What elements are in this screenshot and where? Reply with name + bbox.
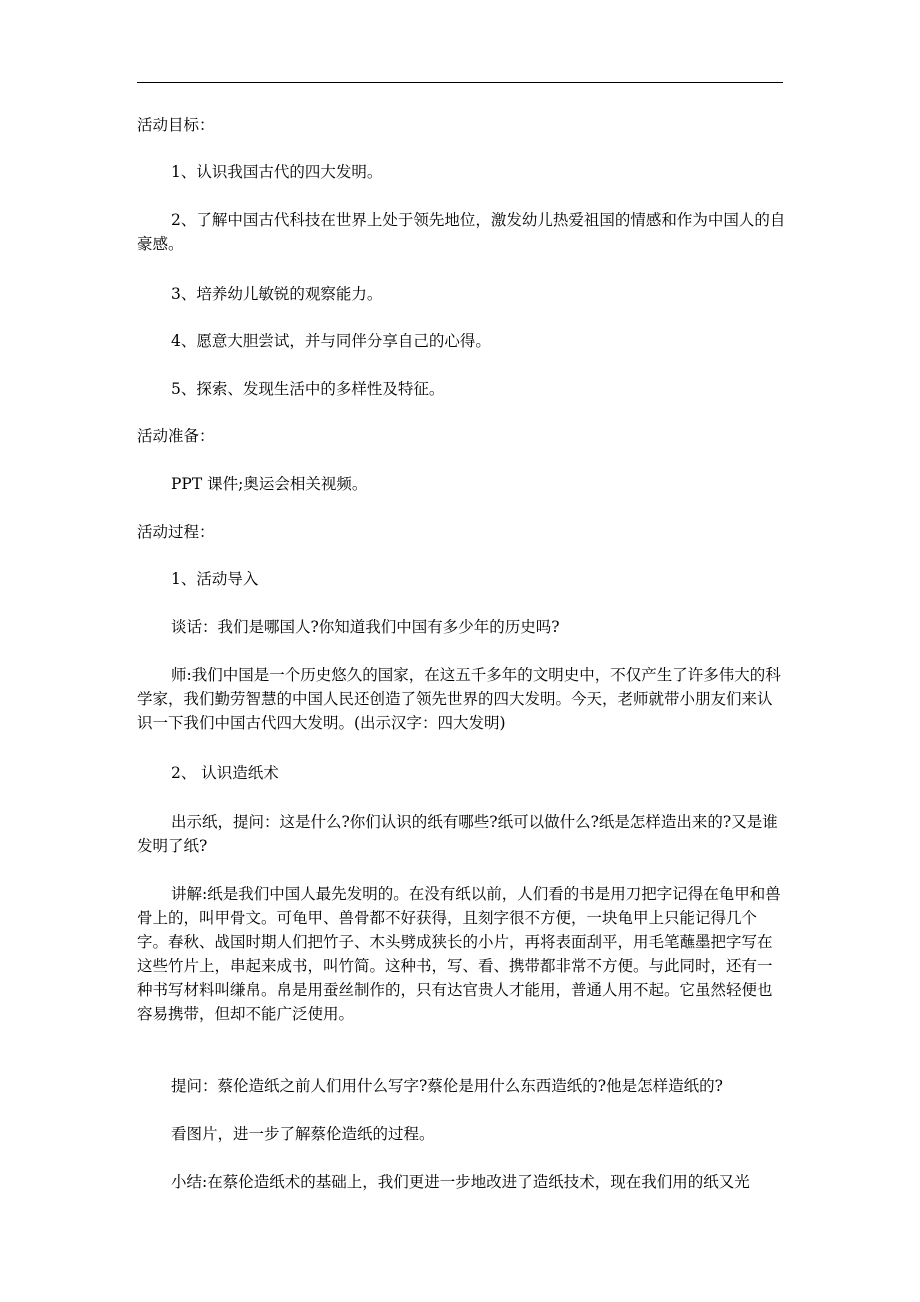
goal-item-4: 4、愿意大胆尝试，并与同伴分享自己的心得。 xyxy=(171,332,491,350)
goal-item-2: 2、了解中国古代科技在世界上处于领先地位，激发幼儿热爱祖国的情感和作为中国人的自豪感。 xyxy=(137,211,786,253)
goals-heading: 活动目标： xyxy=(137,116,215,134)
step1-title: 1、活动导入 xyxy=(171,570,259,588)
goal-item-3: 3、培养幼儿敏锐的观察能力。 xyxy=(171,285,383,303)
step1-talk: 谈话：我们是哪国人?你知道我们中国有多少年的历史吗? xyxy=(171,618,560,636)
process-heading: 活动过程： xyxy=(137,523,215,541)
step2-picture: 看图片，进一步了解蔡伦造纸的过程。 xyxy=(171,1125,435,1143)
prep-heading: 活动准备： xyxy=(137,427,215,445)
step2-explain: 讲解:纸是我们中国人最先发明的。在没有纸以前，人们看的书是用刀把字记得在龟甲和兽骨上的，叫甲骨文。可龟甲、兽骨都不好获得，且刻字很不方便，一块龟甲上只能记得几个字。春秋、战国时期人们把竹子、木头劈成狭长的小片，再将表面刮平，用毛笔蘸墨把字写在这些竹片上，串起来成书，叫竹简。这种书，写、看、携带都非常不方便。与此同时，还有一种书写材料叫缣帛。帛是用蚕丝制作的，只有达官贵人才能用，普通人用不起。它虽然轻便也容易携带，但却不能广泛使用。 xyxy=(137,885,781,1023)
step2-show: 出示纸，提问：这是什么?你们认识的纸有哪些?纸可以做什么?纸是怎样造出来的?又是谁发明了纸? xyxy=(137,813,778,855)
goal-item-5: 5、探索、发现生活中的多样性及特征。 xyxy=(171,380,445,398)
header-rule xyxy=(137,82,783,83)
goal-item-1: 1、认识我国古代的四大发明。 xyxy=(171,163,383,181)
step2-title: 2、 认识造纸术 xyxy=(171,764,279,782)
prep-text: PPT 课件;奥运会相关视频。 xyxy=(171,475,368,493)
step2-summary: 小结:在蔡伦造纸术的基础上，我们更进一步地改进了造纸技术，现在我们用的纸又光 xyxy=(171,1173,750,1191)
step2-question: 提问：蔡伦造纸之前人们用什么写字?蔡伦是用什么东西造纸的?他是怎样造纸的? xyxy=(171,1077,723,1095)
step1-teacher: 师:我们中国是一个历史悠久的国家，在这五千多年的文明史中，不仅产生了许多伟大的科学家，我们勤劳智慧的中国人民还创造了领先世界的四大发明。今天，老师就带小朋友们来认识一下我们中国古代四大发明。(出示汉字：四大发明) xyxy=(137,666,781,732)
